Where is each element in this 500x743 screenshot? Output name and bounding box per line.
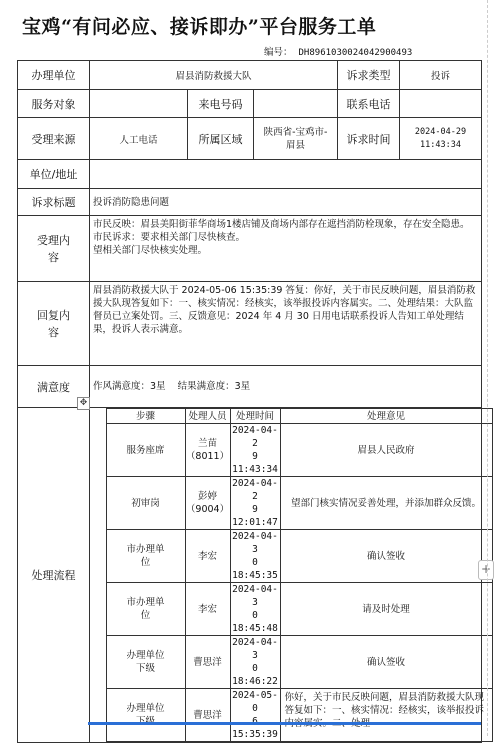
flow-person: 兰苗 （8011）	[185, 424, 230, 477]
page-margin-guide	[487, 0, 488, 736]
table-row	[106, 636, 492, 689]
serial-label: 编号：	[264, 47, 293, 58]
serial-number	[264, 44, 412, 58]
selection-indicator	[88, 722, 481, 725]
flow-step: 办理单位 下级	[106, 636, 185, 689]
flow-time: 2024-04-3 0 18:45:35	[230, 530, 280, 583]
table-row	[106, 689, 492, 742]
satisfaction-value: 作风满意度：3星 结果满意度：3星	[90, 366, 482, 408]
source-label: 受理来源	[18, 118, 90, 160]
source-value: 人工电话	[90, 118, 188, 160]
unit-address-value	[90, 160, 482, 189]
table-row	[106, 583, 492, 636]
service-target-value	[90, 90, 188, 118]
flow-person: 李宏	[185, 530, 230, 583]
flow-header-step: 步骤	[106, 409, 185, 424]
serial-value: DH896103002404290049З	[298, 48, 413, 58]
process-label: 处理流程	[18, 408, 90, 743]
request-title-label: 诉求标题	[18, 189, 90, 216]
flow-opinion: 眉县人民政府	[280, 424, 492, 477]
handling-unit-label: 办理单位	[18, 61, 90, 90]
flow-step: 市办理单 位	[106, 530, 185, 583]
flow-opinion: 望部门核实情况妥善处理，并添加群众反馈。	[280, 477, 492, 530]
flow-table	[106, 408, 493, 742]
reply-content-label: 回复内容	[18, 282, 90, 366]
page-title: 宝鸡“有问必应、接诉即办”平台服务工单	[22, 16, 377, 38]
accept-content-value	[90, 216, 482, 282]
flow-opinion: 确认签收	[280, 636, 492, 689]
flow-time: 2024-04-3 0 18:45:48	[230, 583, 280, 636]
accept-line: 望相关部门尽快核实处理。	[93, 245, 208, 256]
table-row	[106, 424, 492, 477]
region-value: 陕西省-宝鸡市-眉县	[254, 118, 338, 160]
handling-unit-value: 眉县消防救援大队	[90, 61, 338, 90]
plus-icon[interactable]: +	[478, 560, 494, 580]
reply-content-value: 眉县消防救援大队于 2024-05-06 15:35:39 答复：你好，关于市民反映问题，眉县消防救援大队现答复如下：一、核实情况：经核实，该举报投诉内容属实。二、处理结果：大队监督员已立案处罚。三、反馈意见：2024 年 4 月 30 日用电话联系投诉人告知工单处理结果，投诉人表示满意。	[90, 282, 482, 366]
flow-person: 彭婷 （9004）	[185, 477, 230, 530]
contact-phone-label: 联系电话	[338, 90, 400, 118]
caller-number-value	[254, 90, 338, 118]
flow-step: 初审岗	[106, 477, 185, 530]
process-cell	[106, 408, 485, 743]
flow-header-time: 处理时间	[230, 409, 280, 424]
caller-number-label: 来电号码	[188, 90, 254, 118]
request-title-value: 投诉消防隐患问题	[90, 189, 482, 216]
flow-opinion: 你好，关于市民反映问题，眉县消防救援大队现答复如下：一、核实情况：经核实，该举报投诉	[280, 689, 492, 742]
flow-step: 办理单位	[106, 689, 185, 742]
flow-opinion: 确认签收	[280, 530, 492, 583]
process-gutter	[90, 408, 106, 743]
request-time-value: 2024-04-29 11:43:34	[400, 118, 482, 160]
flow-time: 2024-04-2 9 11:43:34	[230, 424, 280, 477]
flow-person: 曹思洋	[185, 636, 230, 689]
request-time-label: 诉求时间	[338, 118, 400, 160]
service-target-label: 服务对象	[18, 90, 90, 118]
move-icon[interactable]: ✥	[77, 397, 90, 410]
flow-header-person: 处理人员	[185, 409, 230, 424]
flow-time: 2024-04-3 0 18:46:22	[230, 636, 280, 689]
accept-line: 市民反映：眉县美阳街菲华商场1楼店铺及商场内部存在遮挡消防栓现象，存在安全隐患。	[93, 219, 470, 230]
unit-address-label: 单位/地址	[18, 160, 90, 189]
flow-time: 2024-05-0 15:35:39	[230, 689, 280, 742]
flow-header-opinion: 处理意见	[280, 409, 492, 424]
flow-opinion: 请及时处理	[280, 583, 492, 636]
table-row	[106, 530, 492, 583]
flow-person: 曹思洋	[185, 689, 230, 742]
request-type-label: 诉求类型	[338, 61, 400, 90]
accept-content-label: 受理内容	[18, 216, 90, 282]
flow-step: 市办理单 位	[106, 583, 185, 636]
flow-time: 2024-04-2 9 12:01:47	[230, 477, 280, 530]
flow-person: 李宏	[185, 583, 230, 636]
region-label: 所属区域	[188, 118, 254, 160]
contact-phone-value	[400, 90, 482, 118]
request-type-value: 投诉	[400, 61, 482, 90]
accept-line: 市民诉求：要求相关部门尽快核查。	[93, 232, 246, 243]
satisfaction-label: 满意度	[18, 366, 90, 408]
flow-step: 服务座席	[106, 424, 185, 477]
table-row	[106, 477, 492, 530]
